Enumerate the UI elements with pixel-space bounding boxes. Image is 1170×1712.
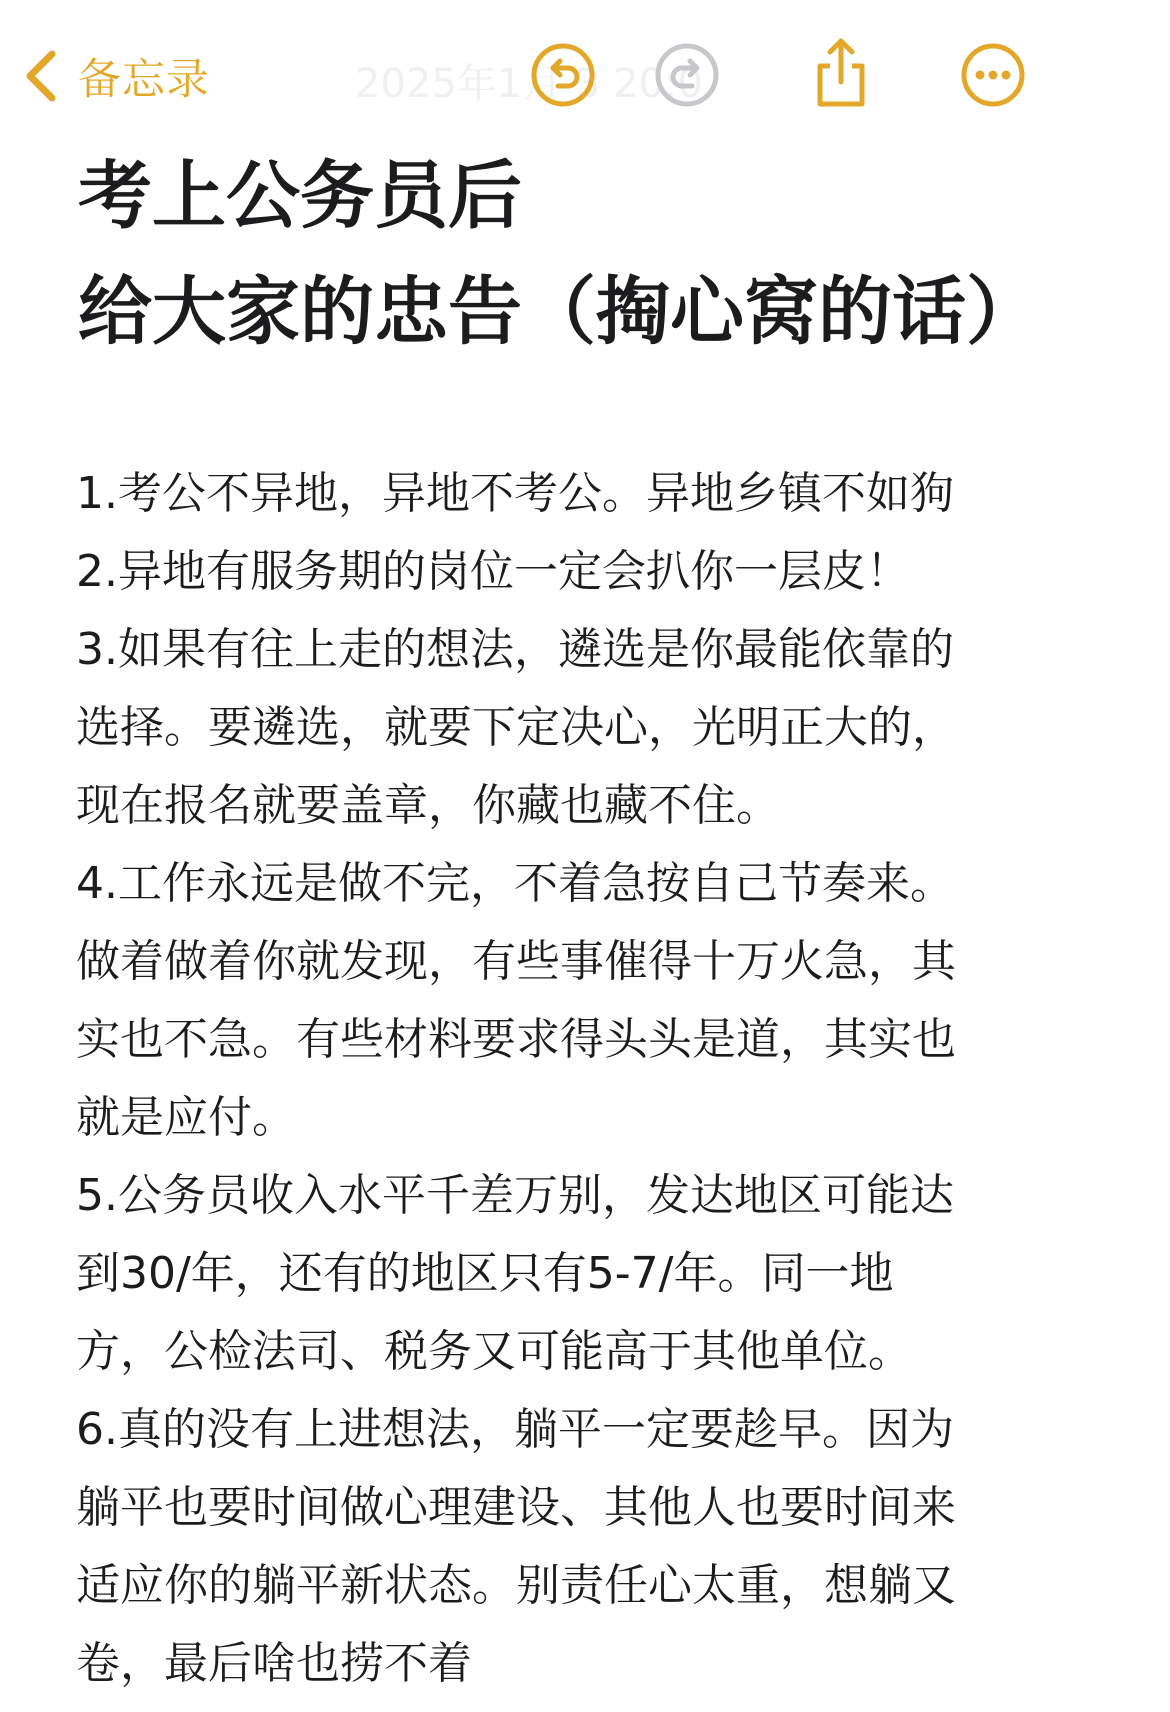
- body-line: 方，公检法司、税务又可能高于其他单位。: [76, 1326, 912, 1377]
- chevron-left-icon: [22, 48, 58, 104]
- title-line: 给大家的忠告（掏心窝的话）: [78, 269, 1040, 355]
- body-line: 卷，最后啥也捞不着: [76, 1638, 472, 1689]
- body-line: 到30/年，还有的地区只有5-7/年。同一地: [76, 1248, 894, 1299]
- body-line: 就是应付。: [76, 1092, 296, 1143]
- body-line: 适应你的躺平新状态。别责任心太重，想躺又: [76, 1560, 956, 1611]
- note-body[interactable]: [76, 455, 1116, 1703]
- share-button[interactable]: [806, 36, 876, 106]
- body-line: 6.真的没有上进想法，躺平一定要趁早。因为: [76, 1404, 954, 1455]
- body-line: 做着做着你就发现，有些事催得十万火急，其: [76, 936, 956, 987]
- body-line: 躺平也要时间做心理建设、其他人也要时间来: [76, 1482, 956, 1533]
- body-line: 3.如果有往上走的想法，遴选是你最能依靠的: [76, 624, 954, 675]
- body-line: 5.公务员收入水平千差万别，发达地区可能达: [76, 1170, 954, 1221]
- undo-button[interactable]: [528, 40, 598, 110]
- body-line: 2.异地有服务期的岗位一定会扒你一层皮！: [76, 546, 910, 597]
- redo-button[interactable]: [652, 40, 722, 110]
- back-button-label: 备忘录: [78, 54, 210, 105]
- back-button[interactable]: [22, 44, 210, 108]
- note-date: 2025年1月 3 20:0: [355, 61, 703, 107]
- body-line: 选择。要遴选，就要下定决心，光明正大的，: [76, 702, 956, 753]
- navigation-bar: [0, 0, 1170, 150]
- body-line: 现在报名就要盖章，你藏也藏不住。: [76, 780, 780, 831]
- more-icon: [958, 40, 1028, 110]
- title-line: 考上公务员后: [78, 153, 522, 239]
- more-button[interactable]: [958, 40, 1028, 110]
- body-line: 1.考公不异地，异地不考公。异地乡镇不如狗: [76, 468, 954, 519]
- note-title[interactable]: [78, 138, 1098, 370]
- body-line: 实也不急。有些材料要求得头头是道，其实也: [76, 1014, 956, 1065]
- body-line: 4.工作永远是做不完，不着急按自己节奏来。: [76, 858, 954, 909]
- share-icon: [806, 36, 876, 110]
- undo-icon: [528, 40, 598, 110]
- redo-icon: [652, 40, 722, 110]
